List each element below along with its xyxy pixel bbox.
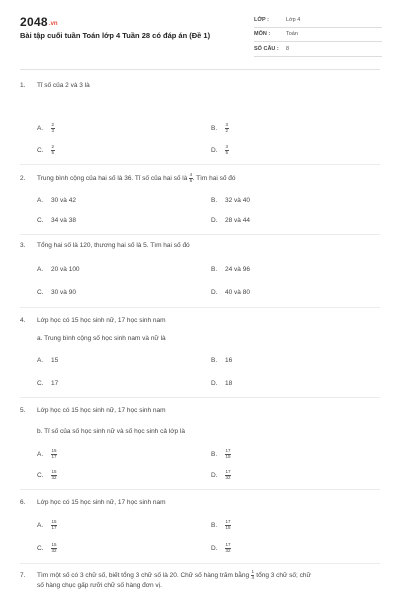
meta-row-subject — [254, 28, 382, 43]
option-b[interactable] — [211, 357, 232, 364]
header-divider — [20, 69, 380, 70]
option-text: 30 và 42 — [51, 197, 76, 204]
question-number: 3. — [20, 242, 26, 249]
question-divider — [20, 397, 380, 398]
option-c[interactable] — [37, 217, 76, 224]
question-number: 4. — [20, 317, 26, 324]
option-letter: A. — [37, 450, 44, 458]
option-letter: C. — [37, 544, 44, 552]
option-text: 18 — [225, 380, 233, 387]
option-d[interactable] — [211, 145, 229, 155]
option-letter: D. — [211, 289, 218, 296]
meta-label: MÔN : — [254, 31, 271, 38]
fraction: $\frac{17}{15}$ — [225, 519, 231, 530]
option-c[interactable] — [37, 380, 58, 387]
option-text: 20 và 100 — [51, 266, 80, 273]
option-letter: C. — [37, 471, 44, 479]
option-text: 17 — [51, 380, 59, 387]
question-subpart: a. Trung bình cộng số học sinh nam và nữ là — [37, 335, 166, 342]
option-a[interactable] — [37, 197, 76, 204]
question-prompt: Tìm một số có 3 chữ số, biết tổng 3 chữ số là 20. Chữ số hàng trăm bằng — [37, 571, 250, 579]
option-letter: B. — [211, 197, 218, 204]
document-header — [0, 0, 400, 68]
page-title: Bài tập cuối tuần Toán lớp 4 Tuần 28 có đáp án (Đề 1) — [20, 31, 211, 40]
option-a[interactable] — [37, 123, 55, 133]
option-text: 34 và 38 — [51, 217, 76, 224]
fraction: $\frac{1}{4}$ — [251, 569, 254, 580]
question-number: 1. — [20, 82, 26, 89]
option-a[interactable] — [37, 520, 57, 530]
option-letter: B. — [211, 124, 218, 132]
question-divider — [20, 489, 380, 490]
option-text: 30 và 90 — [51, 289, 76, 296]
option-letter: C. — [37, 146, 44, 154]
question-prompt: Trung bình cộng của hai số là 36. Tỉ số của hai số là — [37, 174, 188, 182]
option-letter: C. — [37, 380, 44, 387]
fraction: $\frac{17}{32}$ — [225, 542, 231, 553]
fraction: $\frac{15}{32}$ — [51, 542, 57, 553]
question-text — [20, 570, 380, 591]
brand-name: 2048 — [20, 15, 48, 29]
option-letter: D. — [211, 217, 218, 224]
option-letter: D. — [211, 471, 218, 479]
option-a[interactable] — [37, 266, 80, 273]
option-letter: D. — [211, 544, 218, 552]
option-letter: A. — [37, 357, 44, 364]
meta-label: LỚP : — [254, 16, 269, 23]
option-c[interactable] — [37, 543, 57, 553]
meta-value: Lớp 4 — [286, 16, 301, 23]
question-text — [20, 241, 190, 250]
option-letter: D. — [211, 380, 218, 387]
fraction: $\frac{4}{5}$ — [189, 172, 193, 183]
option-letter: A. — [37, 521, 44, 529]
question-prompt-end: . Tìm hai số đó — [192, 174, 236, 182]
question-prompt: Lớp học có 15 học sinh nữ, 17 học sinh nam — [37, 407, 166, 414]
option-letter: A. — [37, 266, 44, 273]
option-text: 15 — [51, 357, 59, 364]
question-divider — [20, 307, 380, 308]
question-prompt: Tổng hai số là 120, thương hai số là 5. Tìm hai số đó — [37, 242, 190, 249]
option-letter: B. — [211, 450, 218, 458]
fraction: $\frac{15}{17}$ — [51, 519, 57, 530]
option-b[interactable] — [211, 266, 250, 273]
question-text — [20, 498, 166, 507]
question-subpart: b. Tỉ số của số học sinh nữ và số học sinh cả lớp là — [37, 428, 185, 435]
question-prompt: Tỉ số của 2 và 3 là — [37, 82, 90, 89]
question-prompt: Lớp học có 15 học sinh nữ, 17 học sinh nam — [37, 317, 166, 324]
question-number: 5. — [20, 407, 26, 414]
option-letter: C. — [37, 289, 44, 296]
question-divider — [20, 563, 380, 564]
option-b[interactable] — [211, 449, 231, 459]
option-d[interactable] — [211, 289, 250, 296]
fraction: $\frac{3}{2}$ — [225, 122, 229, 133]
option-b[interactable] — [211, 123, 229, 133]
question-text — [20, 406, 166, 415]
option-a[interactable] — [37, 357, 58, 364]
question-divider — [20, 234, 380, 235]
question-prompt: Lớp học có 15 học sinh nữ, 17 học sinh nam — [37, 499, 166, 506]
question-prompt-line2: số hàng chục gấp rưỡi chữ số hàng đơn vị. — [37, 581, 162, 589]
option-letter: A. — [37, 197, 44, 204]
option-d[interactable] — [211, 470, 231, 480]
option-letter: B. — [211, 266, 218, 273]
option-letter: B. — [211, 521, 218, 529]
meta-row-class — [254, 13, 382, 28]
option-d[interactable] — [211, 380, 232, 387]
meta-table — [254, 13, 382, 57]
fraction: $\frac{3}{5}$ — [225, 144, 229, 155]
fraction: $\frac{2}{3}$ — [51, 122, 55, 133]
question-text — [20, 316, 166, 325]
option-b[interactable] — [211, 520, 231, 530]
question-divider — [20, 164, 380, 165]
option-c[interactable] — [37, 289, 76, 296]
option-letter: C. — [37, 217, 44, 224]
question-number: 6. — [20, 499, 26, 506]
fraction: $\frac{15}{17}$ — [51, 448, 57, 459]
fraction: $\frac{15}{32}$ — [51, 469, 57, 480]
meta-label: SỐ CÂU : — [254, 45, 279, 52]
option-letter: A. — [37, 124, 44, 132]
option-text: 24 và 96 — [225, 266, 250, 273]
meta-value: 8 — [286, 45, 290, 52]
question-number: 2. — [20, 174, 26, 182]
question-text — [20, 81, 90, 90]
option-text: 16 — [225, 357, 233, 364]
option-d[interactable] — [211, 217, 250, 224]
option-d[interactable] — [211, 543, 231, 553]
option-letter: D. — [211, 146, 218, 154]
option-c[interactable] — [37, 470, 57, 480]
question-text — [20, 173, 236, 183]
fraction: $\frac{2}{5}$ — [51, 144, 55, 155]
option-c[interactable] — [37, 145, 55, 155]
brand-logo[interactable] — [20, 15, 58, 29]
meta-row-count — [254, 42, 382, 57]
fraction: $\frac{17}{15}$ — [225, 448, 231, 459]
brand-tld: .vn — [48, 21, 58, 27]
option-letter: B. — [211, 357, 218, 364]
option-a[interactable] — [37, 449, 57, 459]
option-text: 40 và 80 — [225, 289, 250, 296]
option-text: 28 và 44 — [225, 217, 250, 224]
option-b[interactable] — [211, 197, 250, 204]
option-text: 32 và 40 — [225, 197, 250, 204]
fraction: $\frac{17}{32}$ — [225, 469, 231, 480]
question-prompt-end: tổng 3 chữ số; chữ — [256, 571, 311, 579]
meta-value: Toán — [286, 31, 298, 38]
question-number: 7. — [20, 571, 26, 579]
